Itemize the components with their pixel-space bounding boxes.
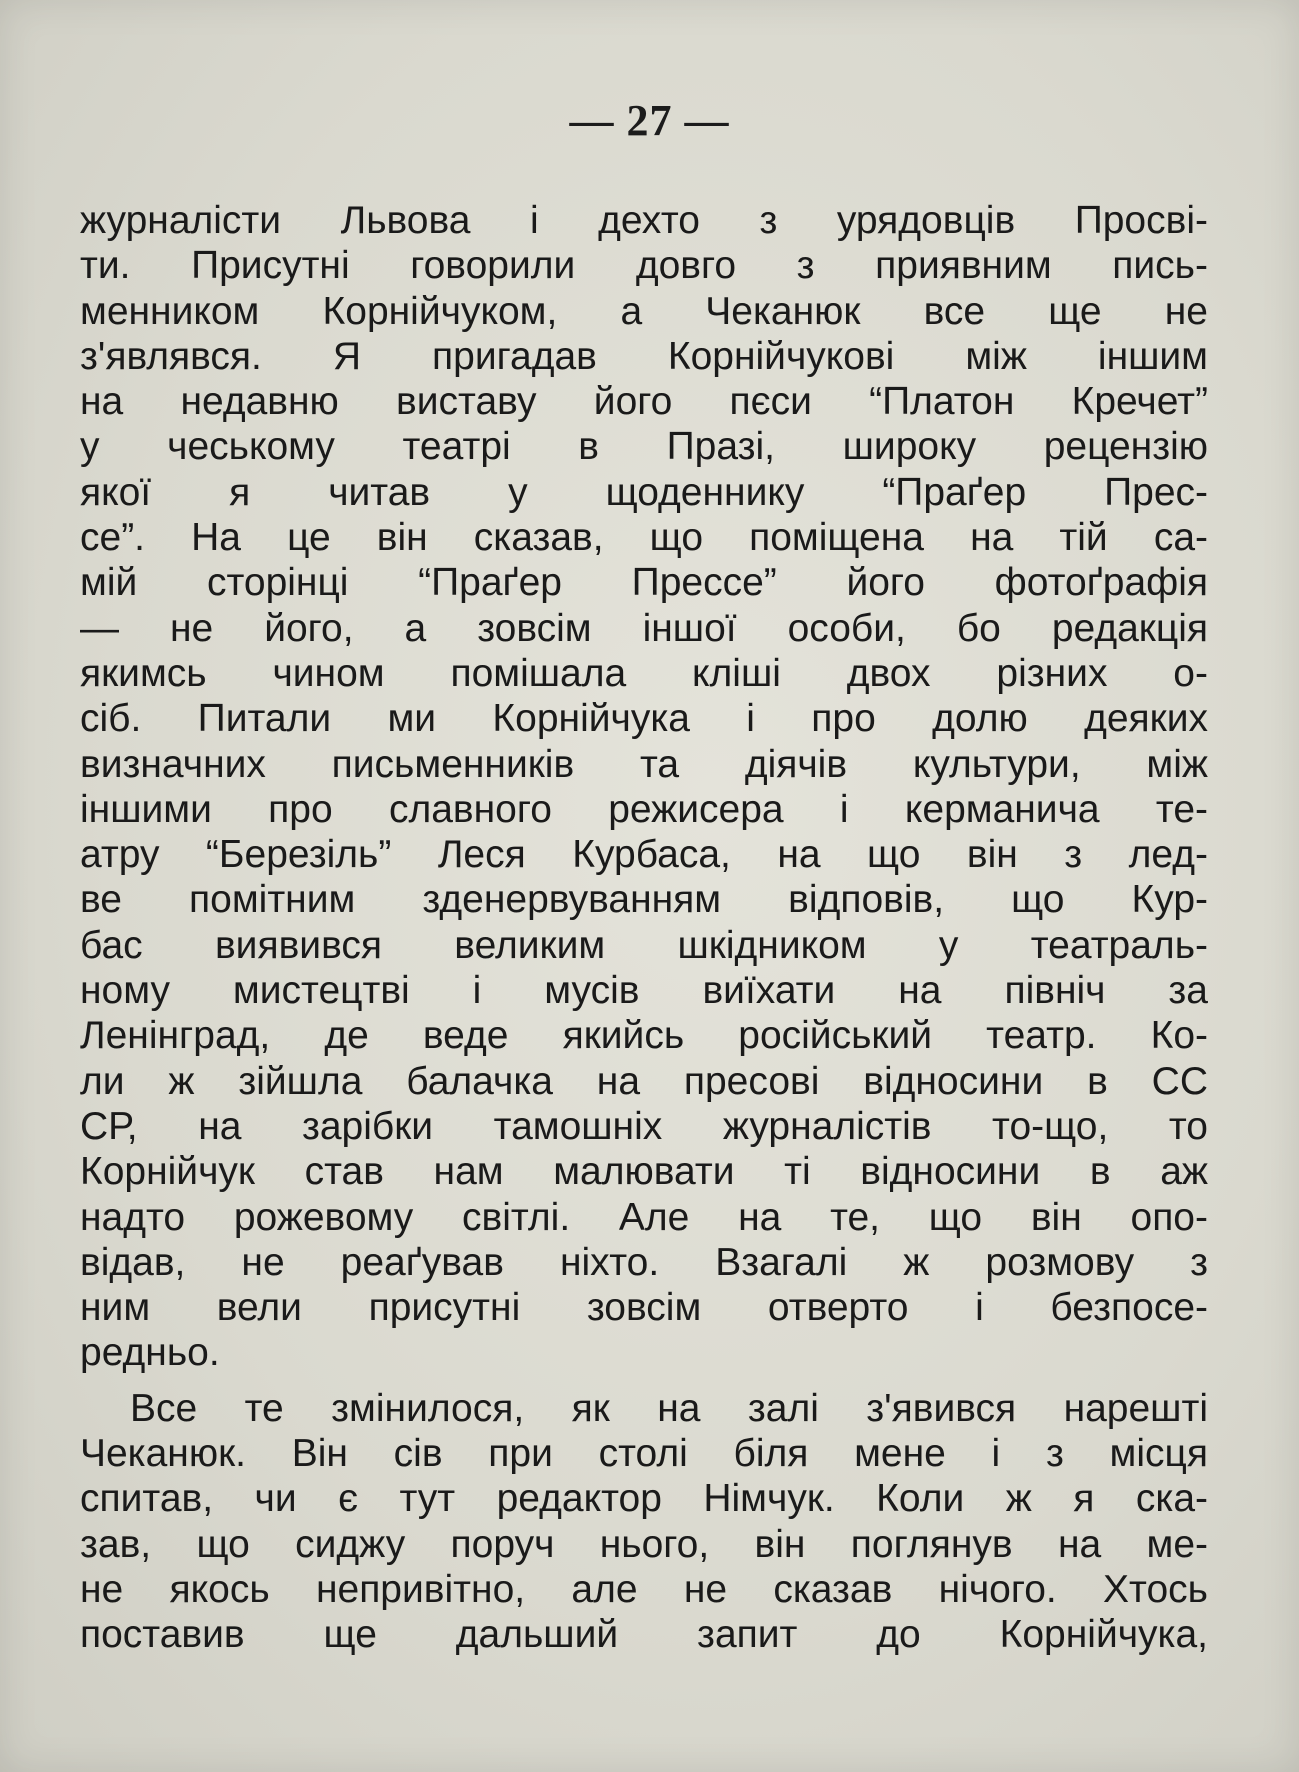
paragraph	[80, 1386, 1208, 1658]
text-line: — не його, а зовсім іншої особи, бо редакція	[80, 606, 1208, 650]
text-line: СР, на зарібки тамошніх журналістів то-що, то	[80, 1104, 1208, 1148]
paragraph	[80, 198, 1208, 1376]
text-line: ти. Присутні говорили довго з приявним пись-	[80, 244, 1208, 288]
text-line: надто рожевому світлі. Але на те, що він опо-	[80, 1195, 1208, 1239]
text-line: спитав, чи є тут редактор Німчук. Коли ж я ска-	[80, 1477, 1208, 1521]
text-line: ним вели присутні зовсім отверто і безпосе-	[80, 1286, 1208, 1330]
text-line: се”. На це він сказав, що поміщена на тій са-	[80, 516, 1208, 560]
body-text	[80, 198, 1208, 1658]
text-line: визначних письменників та діячів культури, між	[80, 742, 1208, 786]
text-line: поставив ще дальший запит до Корнійчука,	[80, 1613, 1208, 1657]
page-number: — 27 —	[569, 96, 730, 145]
text-line: на недавню виставу його пєси “Платон Кречет”	[80, 380, 1208, 424]
text-line: редньо.	[80, 1331, 220, 1375]
text-line: з'являвся. Я пригадав Корнійчукові між іншим	[80, 334, 1208, 378]
text-line: ве помітним зденервуванням відповів, що Кур-	[80, 878, 1208, 922]
text-line: у чеському театрі в Празі, широку рецензію	[80, 425, 1208, 469]
text-line: зав, що сиджу поруч нього, він поглянув на ме-	[80, 1522, 1208, 1566]
text-line: Чеканюк. Він сів при столі біля мене і з місця	[80, 1432, 1208, 1476]
text-line: якимсь чином помішала кліші двох різних о-	[80, 651, 1208, 695]
text-line: відав, не реаґував ніхто. Взагалі ж розмову з	[80, 1240, 1208, 1284]
text-line: якої я читав у щоденнику “Праґер Прес-	[80, 470, 1208, 514]
text-line: ному мистецтві і мусів виїхати на північ за	[80, 969, 1208, 1013]
text-line: атру “Березіль” Леся Курбаса, на що він з лед-	[80, 833, 1208, 877]
text-line: журналісти Львова і дехто з урядовців Просві-	[80, 199, 1208, 242]
text-line: ли ж зійшла балачка на пресові відносини в СС	[80, 1059, 1208, 1103]
text-line: Корнійчук став нам малювати ті відносини в аж	[80, 1150, 1208, 1194]
text-line: іншими про славного режисера і керманича те-	[80, 787, 1208, 831]
text-line: мій сторінці “Праґер Прессе” його фотоґрафія	[80, 561, 1208, 605]
text-line: Все те змінилося, як на залі з'явився нарешті	[130, 1386, 1208, 1430]
text-line: бас виявився великим шкідником у театраль-	[80, 923, 1208, 967]
text-line: Ленінград, де веде якийсь російський театр. Ко-	[80, 1014, 1208, 1058]
text-line: менником Корнійчуком, а Чеканюк все ще не	[80, 289, 1208, 333]
text-line: не якось непривітно, але не сказав нічого. Хтось	[80, 1567, 1208, 1611]
text-line: сіб. Питали ми Корнійчука і про долю деяких	[80, 697, 1208, 741]
paragraph-gap	[80, 1376, 1208, 1386]
